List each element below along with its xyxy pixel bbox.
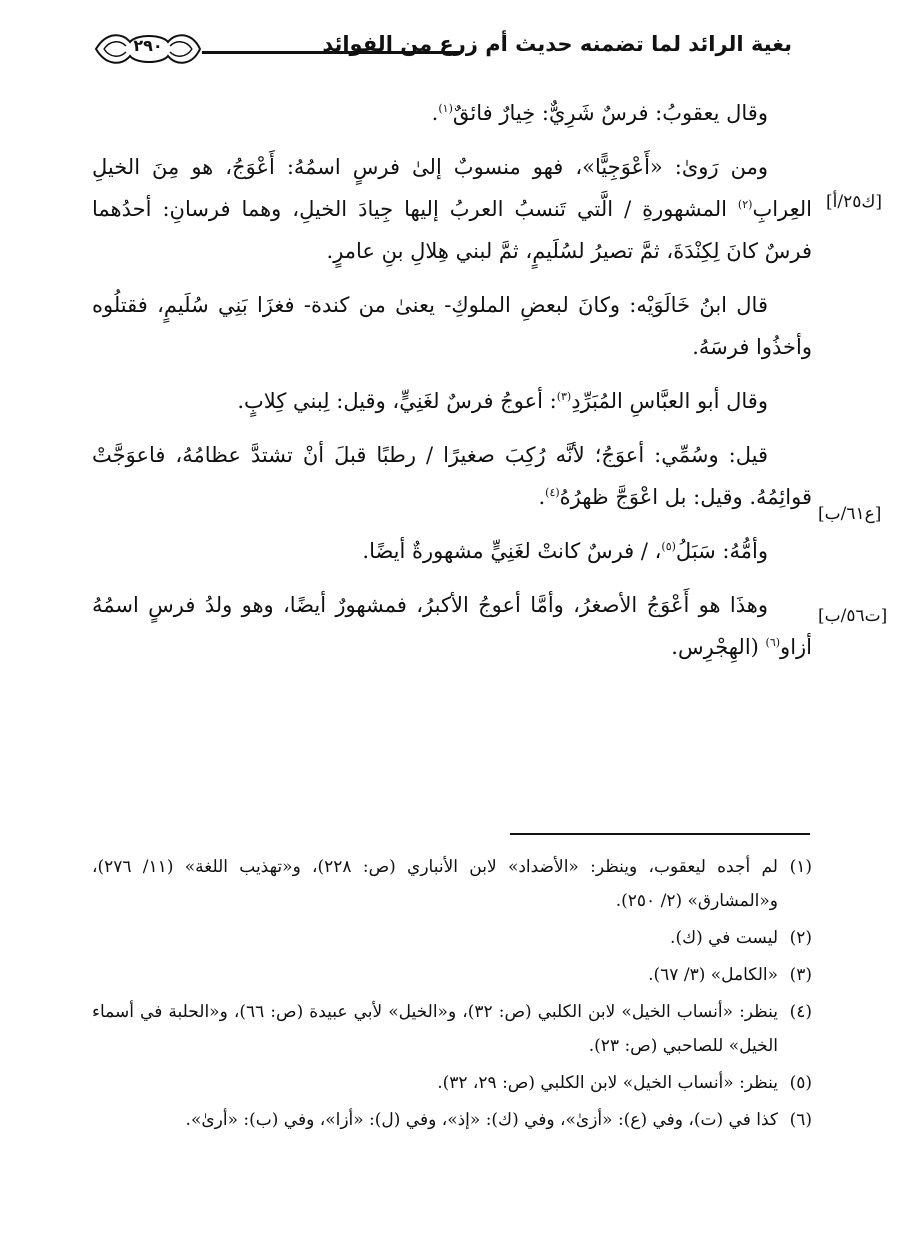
footnotes — [92, 850, 812, 1140]
footnote — [92, 958, 812, 992]
footnote-ref: (١) — [438, 102, 453, 115]
margin-note: [ت٥٦/ب] — [818, 606, 888, 626]
paragraph-text-after: (الهِجْرِس. — [671, 635, 766, 659]
footnote-number: (٤) — [789, 1002, 812, 1022]
footnote — [92, 1066, 812, 1100]
paragraph — [92, 146, 812, 272]
paragraph — [92, 284, 812, 368]
footnote-number: (٢) — [789, 928, 812, 948]
paragraph — [92, 530, 812, 572]
footnote — [92, 921, 812, 955]
footnote-text: كذا في (ت)، وفي (ع): «أزىٰ»، وفي (ك): «إذ»، وفي (ل): «أزا»، وفي (ب): «أرىٰ». — [185, 1110, 778, 1130]
footnote-number: (٥) — [789, 1073, 812, 1093]
footnote-ref: (٣) — [556, 390, 572, 403]
footnote-number: (٣) — [789, 965, 812, 985]
paragraph-text: وهذَا هو أَعْوَجُ الأصغرُ، وأمَّا أعوجُ الأكبرُ، فمشهورٌ أيضًا، وهو ولدُ فرسٍ اسمُهُ أزاو — [92, 593, 812, 659]
page-header — [92, 22, 792, 74]
margin-note: [ك٢٥/أ] — [826, 192, 883, 212]
footnote-ref: (٥) — [661, 540, 676, 553]
paragraph — [92, 92, 812, 134]
paragraph — [92, 380, 812, 422]
main-text — [92, 92, 812, 680]
footnote-text: ينظر: «أنساب الخيل» لابن الكلبي (ص: ٢٩، ٣٢). — [437, 1073, 778, 1093]
footnote — [92, 850, 812, 918]
running-title: بغية الرائد لما تضمنه حديث أم زرع من الفوائد — [322, 32, 792, 56]
paragraph-text: ومن رَوىٰ: «أَعْوَجِيًّا»، فهو منسوبٌ إلىٰ فرسٍ اسمُهُ: أَعْوَجُ، هو مِنَ الخيلِ العِرابِ — [92, 155, 812, 221]
paragraph-text-after: . — [538, 485, 546, 509]
margin-note: [ع٦١/ب] — [818, 504, 882, 524]
footnote-ref: (٤) — [545, 486, 560, 499]
paragraph — [92, 434, 812, 518]
footnote-text: «الكامل» (٣/ ٦٧). — [648, 965, 778, 985]
paragraph-text-after: ، / فرسٌ كانتْ لغَنِيٍّ مشهورةٌ أيضًا. — [362, 539, 662, 563]
footnote-ref: (٦) — [765, 636, 781, 649]
footnote — [92, 1103, 812, 1137]
footnote-text: ينظر: «أنساب الخيل» لابن الكلبي (ص: ٣٢)، و«الخيل» لأبي عبيدة (ص: ٦٦)، و«الحلبة في أسماء الخيل» للصاحبي (ص: ٢٣). — [92, 1002, 778, 1056]
footnote-number: (٦) — [789, 1110, 812, 1130]
footnote-text: لم أجده ليعقوب، وينظر: «الأضداد» لابن الأنباري (ص: ٢٢٨)، و«تهذيب اللغة» (١١/ ٢٧٦)، و«المشارق» (٢/ ٢٥٠). — [92, 857, 778, 911]
paragraph-text: وقال يعقوبُ: فرسٌ شَرِيٌّ: خِيارٌ فائقٌ — [452, 101, 768, 125]
footnote-number: (١) — [789, 857, 812, 877]
paragraph-text-after: : أعوجُ فرسٌ لغَنِيٍّ، وقيل: لِبني كِلابٍ. — [237, 389, 557, 413]
paragraph-text: قال ابنُ خَالَوَيْه: وكانَ لبعضِ الملوكِ- يعنىٰ من كندة- فغزَا بَنِي سُلَيمٍ، فقتلُوه وأخذُوا فرسَهُ. — [92, 293, 812, 359]
paragraph-text: قيل: وسُمِّي: أعوَجُ؛ لأنَّه رُكِبَ صغيرًا / رطبًا قبلَ أنْ تشتدَّ عظامُهُ، فاعوَجَّتْ قوائِمُهُ. وقيل: بل اعْوَجَّ ظهرُهُ — [92, 443, 812, 509]
paragraph — [92, 584, 812, 668]
paragraph-text: وأمُّهُ: سَبَلُ — [675, 539, 768, 563]
footnote-ref: (٢) — [737, 198, 753, 211]
footnote-separator — [510, 833, 810, 835]
footnote-text: ليست في (ك). — [670, 928, 778, 948]
footnote — [92, 995, 812, 1063]
paragraph-text-after: . — [431, 101, 439, 125]
paragraph-text-after: المشهورةِ / الَّتي تَنسبُ العربُ إليها جِيادَ الخيلِ، وهما فرسانِ: أحدُهما فرسٌ كانَ لِكِنْدَةَ، ثمَّ تصيرُ لسُلَيمٍ، ثمَّ لبني هِلالِ بنِ عامرٍ. — [92, 197, 812, 263]
page-number: ٢٩٠ — [133, 36, 163, 55]
paragraph-text: وقال أبو العبَّاسِ المُبَرِّدِ — [571, 389, 768, 413]
